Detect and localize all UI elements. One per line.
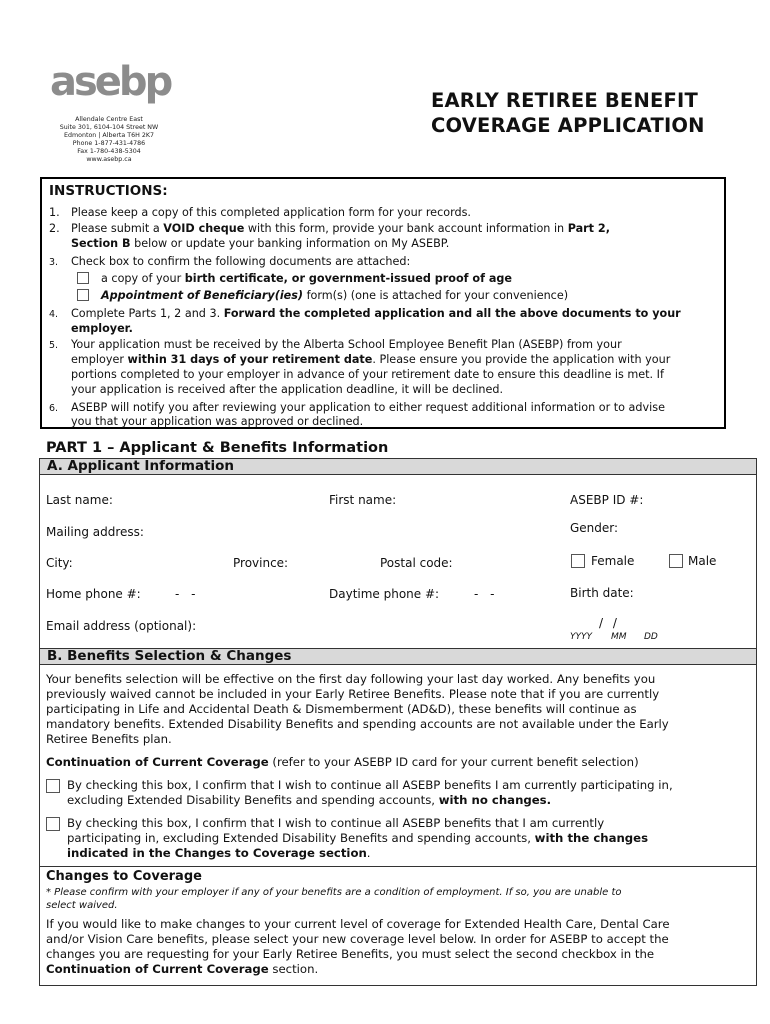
continue-with-changes-line1: By checking this box, I confirm that I wish to continue all ASEBP benefits that I am currently xyxy=(67,816,605,830)
home-phone-label: Home phone #: xyxy=(46,587,141,601)
instruction-5-line4: your application is received after the application deadline, it will be declined. xyxy=(71,383,504,396)
instruction-number: 2. xyxy=(49,222,60,235)
home-phone-dashes: - - xyxy=(175,587,196,601)
city-label: City: xyxy=(46,556,73,570)
birth-date-label: Birth date: xyxy=(570,586,634,600)
gender-label: Gender: xyxy=(570,521,619,535)
part1-title: PART 1 – Applicant & Benefits Information xyxy=(46,440,389,456)
yyyy-hint: YYYY xyxy=(570,632,592,642)
continue-with-changes-checkbox[interactable] xyxy=(46,817,60,831)
continue-with-changes-line3: indicated in the Changes to Coverage section. xyxy=(67,846,371,860)
postal-code-label: Postal code: xyxy=(380,556,453,570)
benefits-paragraph-line4: mandatory benefits. Extended Disability Benefits and spending accounts are not available under the Early xyxy=(46,717,669,731)
instruction-5-line3: portions completed to your employer in advance of your retirement date to ensure this deadline is met. If xyxy=(71,368,664,381)
instruction-number: 4. xyxy=(49,309,59,320)
continue-no-changes-line1: By checking this box, I confirm that I wish to continue all ASEBP benefits I am currently participating in, xyxy=(67,778,673,792)
instruction-3-option2: Appointment of Beneficiary(ies) form(s) (one is attached for your convenience) xyxy=(101,289,569,302)
female-checkbox[interactable] xyxy=(571,554,585,568)
instruction-number: 1. xyxy=(49,206,60,219)
continue-no-changes-line2: excluding Extended Disability Benefits and spending accounts, with no changes. xyxy=(67,793,552,807)
benefits-paragraph-line3: participating in Life and Accidental Death & Dismemberment (AD&D), these benefits will continue as xyxy=(46,702,637,716)
last-name-label: Last name: xyxy=(46,493,113,507)
instruction-3-option1: a copy of your birth certificate, or government-issued proof of age xyxy=(101,272,513,285)
instruction-1: Please keep a copy of this completed application form for your records. xyxy=(71,206,471,219)
asebp-id-label: ASEBP ID #: xyxy=(570,493,644,507)
daytime-phone-dashes: - - xyxy=(474,587,495,601)
female-label: Female xyxy=(591,554,635,568)
beneficiary-form-checkbox[interactable] xyxy=(77,289,89,301)
instruction-3: Check box to confirm the following documents are attached: xyxy=(71,255,411,268)
male-checkbox[interactable] xyxy=(669,554,683,568)
changes-note-line1: * Please confirm with your employer if any of your benefits are a condition of employment. If so, you are unable to xyxy=(46,887,622,898)
changes-note-line2: select waived. xyxy=(46,900,118,911)
birth-certificate-checkbox[interactable] xyxy=(77,272,89,284)
changes-paragraph-line2: and/or Vision Care benefits, please select your new coverage level below. In order for ASEBP to accept the xyxy=(46,932,669,946)
changes-paragraph-line3: changes you are requesting for your Early Retiree Benefits, you must select the second checkbox in the xyxy=(46,947,655,961)
instruction-number: 3. xyxy=(49,257,59,268)
first-name-label: First name: xyxy=(329,493,397,507)
section-b-header: B. Benefits Selection & Changes xyxy=(39,648,757,665)
instruction-number: 5. xyxy=(49,340,59,351)
instruction-5-line2: employer within 31 days of your retirement date. Please ensure you provide the application with your xyxy=(71,353,671,366)
instruction-4-line1: Complete Parts 1, 2 and 3. Forward the completed application and all the above documents to your xyxy=(71,307,681,320)
instruction-4-line2: employer. xyxy=(71,322,133,335)
asebp-logo: asebp xyxy=(50,59,171,105)
mailing-address-label: Mailing address: xyxy=(46,525,144,539)
changes-heading: Changes to Coverage xyxy=(46,869,202,884)
province-label: Province: xyxy=(233,556,289,570)
changes-paragraph-line4: Continuation of Current Coverage section. xyxy=(46,962,319,976)
section-a-header: A. Applicant Information xyxy=(39,458,757,475)
continue-with-changes-line2: participating in, excluding Extended Disability Benefits and spending accounts, with the changes xyxy=(67,831,649,845)
continuation-heading: Continuation of Current Coverage (refer to your ASEBP ID card for your current benefit selection) xyxy=(46,755,639,769)
benefits-paragraph-line1: Your benefits selection will be effective on the first day following your last day worked. Any benefits you xyxy=(46,672,656,686)
instruction-number: 6. xyxy=(49,403,59,414)
dd-hint: DD xyxy=(644,632,658,642)
benefits-paragraph-line5: Retiree Benefits plan. xyxy=(46,732,172,746)
birth-date-slashes: / / xyxy=(599,616,617,630)
instructions-heading: INSTRUCTIONS: xyxy=(49,183,168,199)
form-title: EARLY RETIREE BENEFIT COVERAGE APPLICATION xyxy=(431,89,705,137)
organization-address: Allendale Centre East Suite 301, 6104-104 Street NW Edmonton | Alberta T6H 2K7 Phone 1-877-431-4786 Fax 1-780-438-5304 www.asebp.ca xyxy=(59,116,159,163)
instruction-5-line1: Your application must be received by the Alberta School Employee Benefit Plan (ASEBP) from your xyxy=(71,338,622,351)
instruction-6-line2: you that your application was approved or declined. xyxy=(71,415,364,428)
continue-no-changes-checkbox[interactable] xyxy=(46,779,60,793)
mm-hint: MM xyxy=(611,632,627,642)
instruction-2-line1: Please submit a VOID cheque with this form, provide your bank account information in Part 2, xyxy=(71,222,610,235)
email-label: Email address (optional): xyxy=(46,619,197,633)
instruction-2-line2: Section B below or update your banking information on My ASEBP. xyxy=(71,237,450,250)
changes-paragraph-line1: If you would like to make changes to your current level of coverage for Extended Health Care, Dental Care xyxy=(46,917,670,931)
male-label: Male xyxy=(688,554,717,568)
instruction-6-line1: ASEBP will notify you after reviewing your application to either request additional information or to advise xyxy=(71,401,665,414)
benefits-paragraph-line2: previously waived cannot be included in your Early Retiree Benefits. Please note that if you are currently xyxy=(46,687,660,701)
daytime-phone-label: Daytime phone #: xyxy=(329,587,440,601)
